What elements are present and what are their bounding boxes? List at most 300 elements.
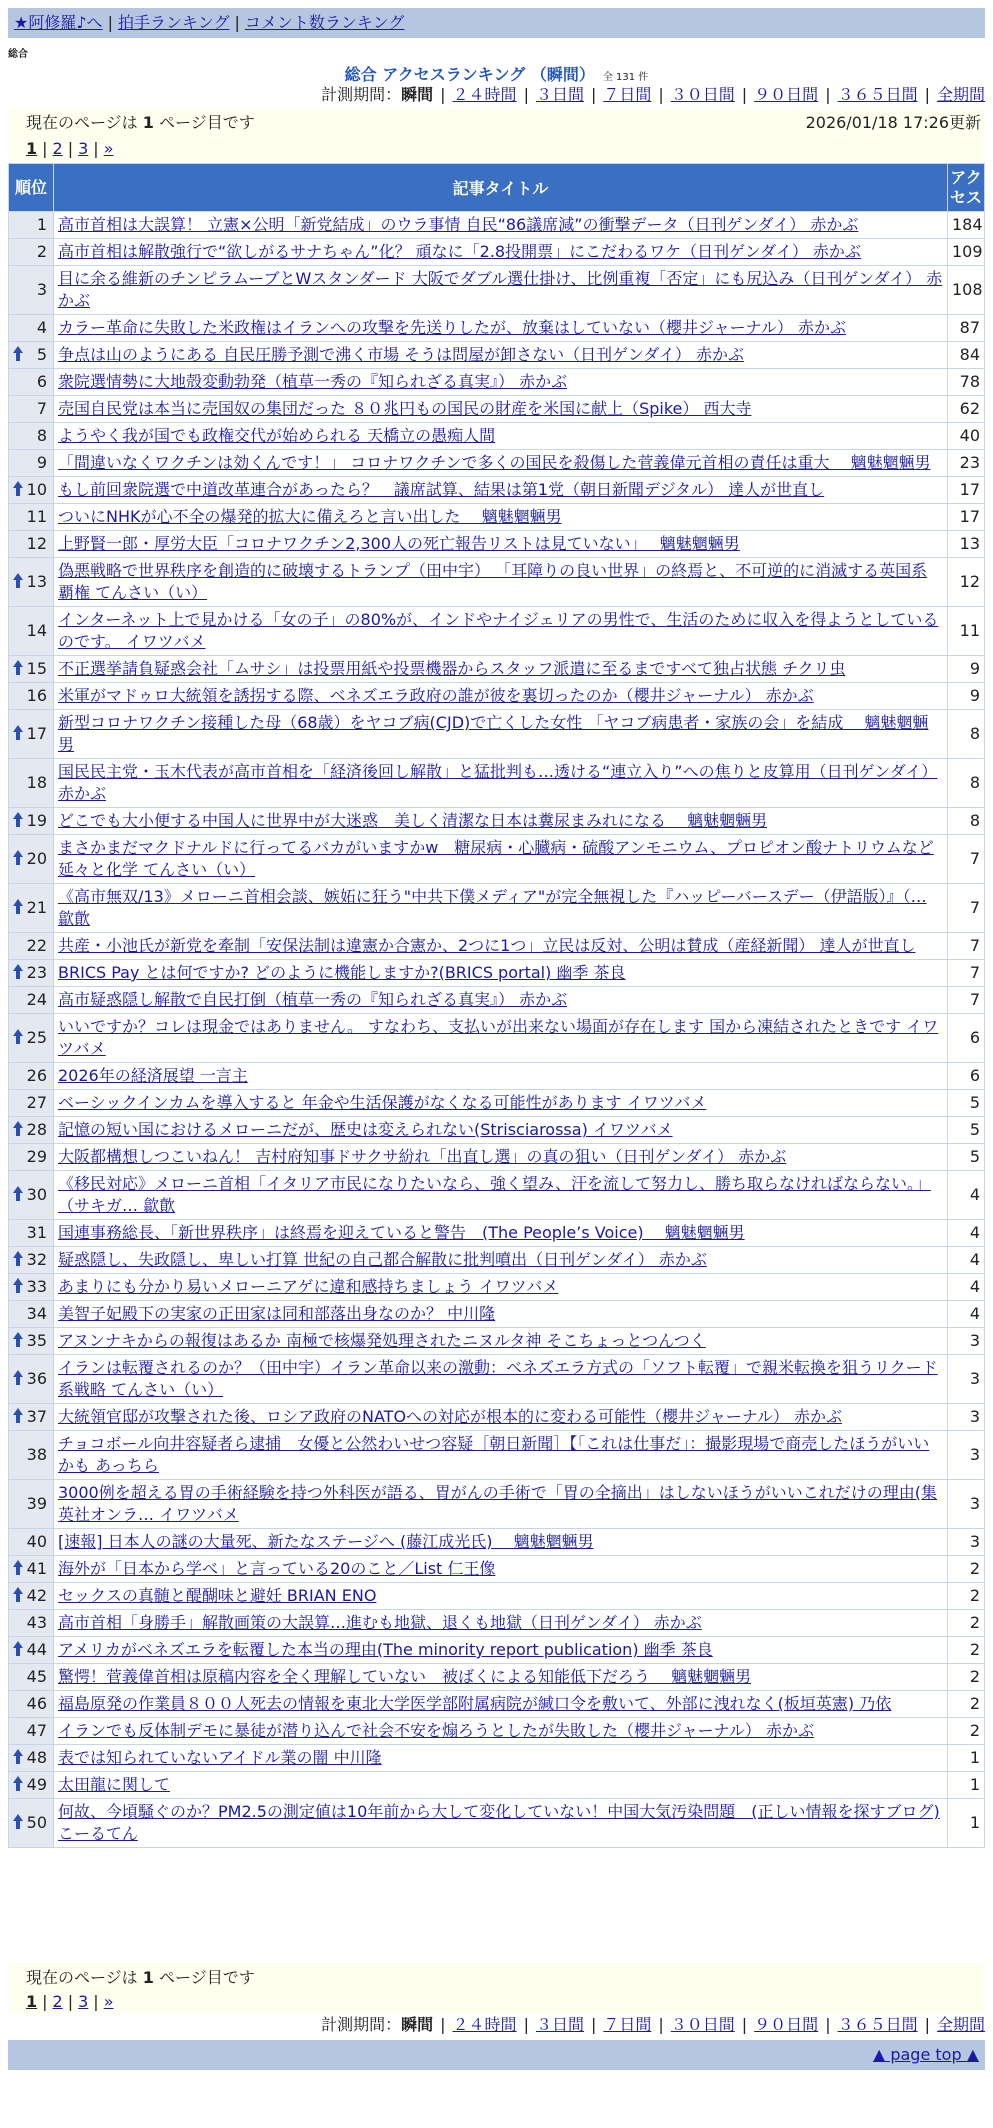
period-option-link[interactable]: ２４時間 bbox=[452, 2015, 517, 2034]
period-option-link[interactable]: ９０日間 bbox=[754, 85, 819, 104]
article-title-link[interactable]: どこでも大小便する中国人に世界中が大迷惑 美しく清潔な日本は糞尿まみれになる 魑魅魍魎男 bbox=[58, 811, 768, 830]
table-row bbox=[9, 212, 985, 239]
title-cell bbox=[54, 960, 948, 987]
table-row bbox=[9, 450, 985, 477]
period-selector-top bbox=[321, 84, 985, 106]
page-links bbox=[26, 138, 967, 160]
page-separator: | bbox=[42, 139, 48, 158]
article-title-link[interactable]: ついにNHKが心不全の爆発的拡大に備えろと言い出した 魑魅魍魎男 bbox=[58, 507, 562, 526]
rank-number: 14 bbox=[26, 621, 47, 640]
rank-number: 41 bbox=[26, 1559, 47, 1578]
table-row bbox=[9, 1090, 985, 1117]
rank-number: 50 bbox=[26, 1813, 47, 1832]
article-title-link[interactable]: 表では知られていないアイドル業の闇 中川隆 bbox=[58, 1748, 382, 1767]
table-row bbox=[9, 884, 985, 933]
title-cell bbox=[54, 1301, 948, 1328]
access-count: 3 bbox=[948, 1404, 985, 1431]
title-cell bbox=[54, 1529, 948, 1556]
title-cell bbox=[54, 266, 948, 315]
rank-number: 27 bbox=[26, 1093, 47, 1112]
rank-number: 31 bbox=[26, 1223, 47, 1242]
rank-number: 3 bbox=[36, 280, 47, 299]
rank-up-arrow-icon bbox=[13, 850, 23, 866]
title-cell bbox=[54, 1772, 948, 1799]
period-option-link[interactable]: ３０日間 bbox=[670, 85, 735, 104]
total-count: 全 131 件 bbox=[602, 72, 649, 83]
table-row bbox=[9, 369, 985, 396]
rank-cell bbox=[9, 607, 54, 656]
clap-ranking-link[interactable]: 拍手ランキング bbox=[117, 13, 230, 32]
period-separator: | bbox=[590, 85, 597, 104]
access-count: 3 bbox=[948, 1431, 985, 1480]
period-label: 計測期間： bbox=[321, 2015, 402, 2034]
rank-cell bbox=[9, 710, 54, 759]
period-option-link[interactable]: ７日間 bbox=[603, 85, 652, 104]
title-cell bbox=[54, 1799, 948, 1848]
article-title-link[interactable]: ようやく我が国でも政権交代が始められる 天橋立の愚痴人間 bbox=[58, 426, 496, 445]
period-separator: | bbox=[658, 85, 664, 104]
rank-cell bbox=[9, 1745, 54, 1772]
rank-number: 26 bbox=[26, 1066, 47, 1085]
title-cell bbox=[54, 656, 948, 683]
rank-number: 47 bbox=[26, 1721, 47, 1740]
page-link[interactable]: 2 bbox=[52, 139, 63, 158]
rank-up-arrow-icon bbox=[13, 725, 23, 741]
rank-number: 15 bbox=[26, 659, 47, 678]
access-count: 7 bbox=[948, 987, 985, 1014]
table-row bbox=[9, 656, 985, 683]
period-current: 瞬間 bbox=[401, 2015, 434, 2034]
period-option-link[interactable]: ９０日間 bbox=[754, 2015, 819, 2034]
table-row bbox=[9, 808, 985, 835]
rank-cell bbox=[9, 1480, 54, 1529]
footer-bar bbox=[8, 2040, 985, 2070]
article-title-link[interactable]: ベーシックインカムを導入すると 年金や生活保護がなくなる可能性があります イワツバメ bbox=[58, 1093, 707, 1112]
rank-cell bbox=[9, 369, 54, 396]
rank-number: 25 bbox=[26, 1028, 47, 1047]
rank-number: 12 bbox=[26, 534, 47, 553]
rank-cell bbox=[9, 987, 54, 1014]
article-title-link[interactable]: 不正選挙請負疑惑会社「ムサシ」は投票用紙や投票機器からスタッフ派遣に至るまですべて独占状態 チクリ虫 bbox=[58, 659, 846, 678]
rank-number: 45 bbox=[26, 1667, 47, 1686]
title-cell bbox=[54, 933, 948, 960]
period-option-link[interactable]: ３６５日間 bbox=[837, 85, 918, 104]
article-title-link[interactable]: セックスの真髄と醍醐味と避妊 BRIAN ENO bbox=[58, 1586, 377, 1605]
article-title-link[interactable]: 3000例を超える胃の手術経験を持つ外科医が語る、胃がんの手術で「胃の全摘出」はしないほうがいいこれだけの理由(集英社オンラ… イワツバメ bbox=[58, 1483, 937, 1524]
ranking-title: 総合 アクセスランキング （瞬間） bbox=[344, 65, 595, 84]
article-title-link[interactable]: 争点は山のようにある 自民圧勝予測で沸く市場 そうは問屋が卸さない（日刊ゲンダイ） 赤かぶ bbox=[58, 345, 744, 364]
period-separator: | bbox=[523, 85, 529, 104]
access-count: 6 bbox=[948, 1063, 985, 1090]
rank-cell bbox=[9, 683, 54, 710]
article-title-link[interactable]: 高市首相「身勝手」解散画策の大誤算…進むも地獄、退くも地獄（日刊ゲンダイ） 赤かぶ bbox=[58, 1613, 702, 1632]
rank-cell bbox=[9, 1171, 54, 1220]
access-count: 3 bbox=[948, 1480, 985, 1529]
article-title-link[interactable]: 共産・小池氏が新党を牽制「安保法制は違憲か合憲か、2つに1つ」立民は反対、公明は賛成（産経新聞） 達人が世直し bbox=[58, 936, 916, 955]
rank-cell bbox=[9, 1529, 54, 1556]
article-title-link[interactable]: あまりにも分かり易いメローニアゲに違和感持ちましょう イワツバメ bbox=[58, 1277, 559, 1296]
table-row bbox=[9, 1014, 985, 1063]
access-count: 1 bbox=[948, 1772, 985, 1799]
table-row bbox=[9, 1301, 985, 1328]
period-separator: | bbox=[590, 2015, 597, 2034]
page-top-link[interactable]: ▲ page top ▲ bbox=[872, 2045, 979, 2064]
title-cell bbox=[54, 1404, 948, 1431]
rank-up-arrow-icon bbox=[13, 1370, 23, 1386]
title-cell bbox=[54, 212, 948, 239]
table-row bbox=[9, 933, 985, 960]
period-option-link[interactable]: ３日間 bbox=[535, 85, 584, 104]
rank-cell bbox=[9, 884, 54, 933]
period-separator: | bbox=[658, 2015, 664, 2034]
title-cell bbox=[54, 1745, 948, 1772]
rank-up-arrow-icon bbox=[13, 1408, 23, 1424]
table-row bbox=[9, 239, 985, 266]
access-count: 108 bbox=[948, 266, 985, 315]
article-title-link[interactable]: 米軍がマドゥロ大統領を誘拐する際、ベネズエラ政府の誰が彼を裏切ったのか（櫻井ジャーナル） 赤かぶ bbox=[58, 686, 814, 705]
rank-number: 5 bbox=[36, 345, 47, 364]
rank-cell bbox=[9, 1556, 54, 1583]
article-title-link[interactable]: 《高市無双/13》メローニ首相会談、嫉妬に狂う"中共下僕メディア"が完全無視した『ハッピーバースデー（伊語版）』（… 歙歕 bbox=[58, 887, 927, 928]
title-cell bbox=[54, 1691, 948, 1718]
comment-ranking-link[interactable]: コメント数ランキング bbox=[244, 13, 405, 32]
rank-up-arrow-icon bbox=[13, 346, 23, 362]
article-title-link[interactable]: 偽悪戦略で世界秩序を創造的に破壊するトランプ（田中宇） 「耳障りの良い世界」の終焉と、不可逆的に消滅する英国系覇権 てんさい（い） bbox=[58, 561, 928, 602]
article-title-link[interactable]: チョコボール向井容疑者ら逮捕 女優と公然わいせつ容疑［朝日新聞］【「これは仕事だ」：撮影現場で商売したほうがいいかも あっちら bbox=[58, 1434, 930, 1475]
table-row bbox=[9, 1529, 985, 1556]
rank-number: 24 bbox=[26, 990, 47, 1009]
access-count: 109 bbox=[948, 239, 985, 266]
title-cell bbox=[54, 1556, 948, 1583]
rank-up-arrow-icon bbox=[13, 1560, 23, 1576]
rank-column-header: 順位 bbox=[9, 164, 54, 212]
rank-cell bbox=[9, 1014, 54, 1063]
access-count: 2 bbox=[948, 1718, 985, 1745]
article-title-link[interactable]: カラー革命に失敗した米政権はイランへの攻撃を先送りしたが、放棄はしていない（櫻井ジャーナル） 赤かぶ bbox=[58, 318, 846, 337]
rank-number: 38 bbox=[26, 1445, 47, 1464]
period-separator: | bbox=[924, 85, 930, 104]
period-option-link[interactable]: ３６５日間 bbox=[837, 2015, 918, 2034]
rank-number: 43 bbox=[26, 1613, 47, 1632]
table-row bbox=[9, 835, 985, 884]
title-cell bbox=[54, 239, 948, 266]
title-cell bbox=[54, 1718, 948, 1745]
table-row bbox=[9, 1745, 985, 1772]
title-cell bbox=[54, 1090, 948, 1117]
page-separator: | bbox=[93, 139, 99, 158]
rank-number: 29 bbox=[26, 1147, 47, 1166]
rank-number: 2 bbox=[36, 242, 47, 261]
rank-number: 42 bbox=[26, 1586, 47, 1605]
site-home-link[interactable]: ★阿修羅♪へ bbox=[14, 13, 103, 32]
article-title-link[interactable]: 何故、今頃騒ぐのか？PM2.5の測定値は10年前から大して変化していない！中国大気汚染問題 (正しい情報を探すブログ) こーるてん bbox=[58, 1802, 940, 1843]
rank-cell bbox=[9, 835, 54, 884]
article-title-link[interactable]: もし前回衆院選で中道改革連合があったら？ 議席試算、結果は第1党（朝日新聞デジタル） 達人が世直し bbox=[58, 480, 825, 499]
rank-cell bbox=[9, 1583, 54, 1610]
article-title-link[interactable]: 売国自民党は本当に売国奴の集団だった ８０兆円もの国民の財産を米国に献上（Spike） 西大寺 bbox=[58, 399, 752, 418]
article-title-link[interactable]: BRICS Pay とは何ですか? どのように機能しますか?(BRICS portal) 幽季 茶良 bbox=[58, 963, 626, 982]
article-title-link[interactable]: 美智子妃殿下の実家の正田家は同和部落出身なのか？ 中川隆 bbox=[58, 1304, 496, 1323]
title-cell bbox=[54, 396, 948, 423]
period-option-link[interactable]: ３０日間 bbox=[670, 2015, 735, 2034]
access-count: 4 bbox=[948, 1171, 985, 1220]
rank-up-arrow-icon bbox=[13, 1814, 23, 1830]
title-cell bbox=[54, 607, 948, 656]
article-title-link[interactable]: 高市首相は解散強行で“欲しがるサナちゃん”化？ 頑なに「2.8投開票」にこだわるワケ（日刊ゲンダイ） 赤かぶ bbox=[58, 242, 861, 261]
page-link[interactable]: 3 bbox=[78, 1992, 89, 2011]
rank-cell bbox=[9, 808, 54, 835]
page-link-current[interactable]: 1 bbox=[26, 1992, 38, 2011]
page-link-current[interactable]: 1 bbox=[26, 139, 38, 158]
rank-cell bbox=[9, 1090, 54, 1117]
article-title-link[interactable]: インターネット上で見かける「女の子」の80%が、インドやナイジェリアの男性で、生活のために収入を得ようとしているのです。 イワツバメ bbox=[58, 610, 939, 651]
rank-number: 20 bbox=[26, 849, 47, 868]
rank-number: 8 bbox=[36, 426, 47, 445]
table-row bbox=[9, 1355, 985, 1404]
access-count: 12 bbox=[948, 558, 985, 607]
table-row bbox=[9, 1144, 985, 1171]
access-count: 7 bbox=[948, 835, 985, 884]
access-count: 8 bbox=[948, 710, 985, 759]
rank-cell bbox=[9, 423, 54, 450]
period-option-link[interactable]: 全期間 bbox=[936, 2015, 985, 2034]
page-separator: | bbox=[67, 139, 74, 158]
rank-number: 4 bbox=[36, 318, 47, 337]
rank-up-arrow-icon bbox=[13, 1029, 23, 1045]
rank-number: 19 bbox=[26, 811, 47, 830]
page-link[interactable]: 2 bbox=[52, 1992, 63, 2011]
rank-number: 7 bbox=[36, 399, 47, 418]
access-count: 2 bbox=[948, 1691, 985, 1718]
title-cell bbox=[54, 477, 948, 504]
title-cell bbox=[54, 1063, 948, 1090]
rank-number: 49 bbox=[26, 1775, 47, 1794]
rank-number: 32 bbox=[26, 1250, 47, 1269]
current-page-text: 現在のページは 1 ページ目です bbox=[26, 1968, 255, 1987]
table-row bbox=[9, 1772, 985, 1799]
article-title-link[interactable]: 新型コロナワクチン接種した母（68歳）をヤコブ病(CJD)で亡くした女性 「ヤコブ病患者・家族の会」を結成 魑魅魍魎男 bbox=[58, 713, 929, 754]
period-option-link[interactable]: 全期間 bbox=[936, 85, 985, 104]
rank-cell bbox=[9, 1637, 54, 1664]
period-separator: | bbox=[523, 2015, 529, 2034]
rank-up-arrow-icon bbox=[13, 1332, 23, 1348]
title-cell bbox=[54, 710, 948, 759]
rank-cell bbox=[9, 1718, 54, 1745]
article-title-link[interactable]: アメリカがベネズエラを転覆した本当の理由(The minority report publication) 幽季 茶良 bbox=[58, 1640, 713, 1659]
table-row bbox=[9, 504, 985, 531]
table-row bbox=[9, 423, 985, 450]
title-cell bbox=[54, 1431, 948, 1480]
access-count: 13 bbox=[948, 531, 985, 558]
table-row bbox=[9, 1691, 985, 1718]
article-title-link[interactable]: 《移民対応》メローニ首相「イタリア市民になりたいなら、強く望み、汗を流して努力し、勝ち取らなければならない。」（サキガ… 歙歕 bbox=[58, 1174, 931, 1215]
rank-cell bbox=[9, 1117, 54, 1144]
title-cell bbox=[54, 1171, 948, 1220]
article-title-link[interactable]: 高市首相は大誤算！ 立憲×公明「新党結成」のウラ事情 自民“86議席減”の衝撃データ（日刊ゲンダイ） 赤かぶ bbox=[58, 215, 859, 234]
rank-number: 17 bbox=[26, 724, 47, 743]
access-count: 4 bbox=[948, 1274, 985, 1301]
article-title-link[interactable]: 2026年の経済展望 一言主 bbox=[58, 1066, 248, 1085]
access-count: 7 bbox=[948, 933, 985, 960]
access-count: 5 bbox=[948, 1090, 985, 1117]
page-link[interactable]: » bbox=[103, 1992, 114, 2011]
title-cell bbox=[54, 1610, 948, 1637]
period-selector-bottom bbox=[321, 2014, 985, 2036]
article-title-link[interactable]: 大阪都構想しつこいねん！ 吉村府知事ドサクサ紛れ「出直し選」の真の狙い（日刊ゲンダイ） 赤かぶ bbox=[58, 1147, 787, 1166]
table-row bbox=[9, 987, 985, 1014]
article-title-link[interactable]: 衆院選情勢に大地殻変動勃発（植草一秀の『知られざる真実』） 赤かぶ bbox=[58, 372, 568, 391]
current-page-text: 現在のページは 1 ページ目です bbox=[26, 113, 255, 132]
access-count: 9 bbox=[948, 683, 985, 710]
table-row bbox=[9, 1637, 985, 1664]
rank-number: 21 bbox=[26, 898, 47, 917]
article-title-link[interactable]: 高市疑惑隠し解散で自民打倒（植草一秀の『知られざる真実』） 赤かぶ bbox=[58, 990, 568, 1009]
rank-cell bbox=[9, 266, 54, 315]
page-links bbox=[26, 1991, 967, 2013]
rank-cell bbox=[9, 960, 54, 987]
title-cell bbox=[54, 1014, 948, 1063]
rank-number: 1 bbox=[36, 215, 47, 234]
period-option-link[interactable]: ７日間 bbox=[603, 2015, 652, 2034]
article-title-link[interactable]: 太田龍に関して bbox=[58, 1775, 171, 1794]
article-title-link[interactable]: [速報] 日本人の謎の大量死、新たなステージへ (藤江成光氏) 魑魅魍魎男 bbox=[58, 1532, 594, 1551]
access-count: 7 bbox=[948, 960, 985, 987]
title-cell bbox=[54, 450, 948, 477]
rank-cell bbox=[9, 1328, 54, 1355]
title-cell bbox=[54, 1664, 948, 1691]
rank-up-arrow-icon bbox=[13, 1587, 23, 1603]
period-current: 瞬間 bbox=[401, 85, 434, 104]
access-count: 87 bbox=[948, 315, 985, 342]
rank-cell bbox=[9, 1772, 54, 1799]
pagination-bottom bbox=[8, 1963, 985, 2013]
period-label: 計測期間： bbox=[321, 85, 402, 104]
access-count: 7 bbox=[948, 884, 985, 933]
title-cell bbox=[54, 808, 948, 835]
page-separator: | bbox=[93, 1992, 99, 2011]
rank-cell bbox=[9, 212, 54, 239]
nav-separator: | bbox=[107, 13, 113, 32]
rank-up-arrow-icon bbox=[13, 1121, 23, 1137]
rank-number: 40 bbox=[26, 1532, 47, 1551]
article-title-link[interactable]: 「間違いなくワクチンは効くんです！」 コロナワクチンで多くの国民を殺傷した菅義偉元首相の責任は重大 魑魅魍魎男 bbox=[58, 453, 931, 472]
table-row bbox=[9, 1328, 985, 1355]
page-separator: | bbox=[67, 1992, 74, 2011]
article-title-link[interactable]: 国連事務総長、「新世界秩序」は終焉を迎えていると警告 (The People’s Voice) 魑魅魍魎男 bbox=[58, 1223, 745, 1242]
rank-number: 23 bbox=[26, 963, 47, 982]
period-option-link[interactable]: ２４時間 bbox=[452, 85, 517, 104]
access-count: 5 bbox=[948, 1144, 985, 1171]
ranking-rows bbox=[9, 212, 985, 1848]
pagination-top bbox=[8, 108, 985, 162]
rank-cell bbox=[9, 1691, 54, 1718]
article-title-link[interactable]: イランでも反体制デモに暴徒が潜り込んで社会不安を煽ろうとしたが失敗した（櫻井ジャーナル） 赤かぶ bbox=[58, 1721, 814, 1740]
access-count: 17 bbox=[948, 477, 985, 504]
article-title-link[interactable]: 海外が「日本から学べ」と言っている20のこと／List 仁王像 bbox=[58, 1559, 496, 1578]
rank-cell bbox=[9, 477, 54, 504]
rank-number: 48 bbox=[26, 1748, 47, 1767]
period-option-link[interactable]: ３日間 bbox=[535, 2015, 584, 2034]
title-cell bbox=[54, 1220, 948, 1247]
title-cell bbox=[54, 884, 948, 933]
access-count: 2 bbox=[948, 1637, 985, 1664]
article-title-link[interactable]: 上野賢一郎・厚労大臣「コロナワクチン2,300人の死亡報告リストは見ていない」 魑魅魍魎男 bbox=[58, 534, 740, 553]
period-separator: | bbox=[741, 85, 748, 104]
access-count: 4 bbox=[948, 1220, 985, 1247]
rank-number: 30 bbox=[26, 1185, 47, 1204]
article-title-link[interactable]: 驚愕！菅義偉首相は原稿内容を全く理解していない 被ばくによる知能低下だろう 魑魅魍魎男 bbox=[58, 1667, 752, 1686]
article-title-link[interactable]: 目に余る維新のチンピラムーブとWスタンダード 大阪でダブル選仕掛け、比例重複「否定」にも尻込み（日刊ゲンダイ） 赤かぶ bbox=[58, 269, 943, 310]
table-row bbox=[9, 1171, 985, 1220]
table-row bbox=[9, 683, 985, 710]
table-row bbox=[9, 1556, 985, 1583]
access-count: 2 bbox=[948, 1610, 985, 1637]
article-title-link[interactable]: 福島原発の作業員８００人死去の情報を東北大学医学部附属病院が緘口令を敷いて、外部に洩れなく(板垣英憲) 乃依 bbox=[58, 1694, 892, 1713]
access-count: 3 bbox=[948, 1355, 985, 1404]
title-cell bbox=[54, 1274, 948, 1301]
table-row bbox=[9, 1274, 985, 1301]
title-cell bbox=[54, 1583, 948, 1610]
page-link[interactable]: 3 bbox=[78, 139, 89, 158]
table-row bbox=[9, 759, 985, 808]
rank-number: 9 bbox=[36, 453, 47, 472]
article-title-link[interactable]: 記憶の短い国におけるメローニだが、歴史は変えられない(Strisciarossa) イワツバメ bbox=[58, 1120, 673, 1139]
access-count: 5 bbox=[948, 1117, 985, 1144]
article-title-link[interactable]: まさかまだマクドナルドに行ってるバカがいますかw 糖尿病・心臓病・硫酸アンモニウム、プロピオン酸ナトリウムなど延々と化学 てんさい（い） bbox=[58, 838, 934, 879]
title-cell bbox=[54, 835, 948, 884]
access-count: 4 bbox=[948, 1301, 985, 1328]
article-title-link[interactable]: いいですか？コレは現金ではありません。 すなわち、支払いが出来ない場面が存在します 国から凍結されたときです イワツバメ bbox=[58, 1017, 939, 1058]
page-link[interactable]: » bbox=[103, 139, 114, 158]
article-title-link[interactable]: 疑惑隠し、失政隠し、卑しい打算 世紀の自己都合解散に批判噴出（日刊ゲンダイ） 赤かぶ bbox=[58, 1250, 707, 1269]
rank-cell bbox=[9, 1301, 54, 1328]
article-title-link[interactable]: 大統領官邸が攻撃された後、ロシア政府のNATOへの対応が根本的に変わる可能性（櫻井ジャーナル） 赤かぶ bbox=[58, 1407, 843, 1426]
rank-cell bbox=[9, 558, 54, 607]
updated-timestamp: 2026/01/18 17:26更新 bbox=[805, 113, 981, 132]
access-count: 4 bbox=[948, 1247, 985, 1274]
title-cell bbox=[54, 369, 948, 396]
article-title-link[interactable]: アヌンナキからの報復はあるか 南極で核爆発処理されたニヌルタ神 そこちょっとつんつく bbox=[58, 1331, 706, 1350]
rank-up-arrow-icon bbox=[13, 1776, 23, 1792]
rank-number: 11 bbox=[26, 507, 47, 526]
access-count: 2 bbox=[948, 1583, 985, 1610]
article-title-link[interactable]: 国民民主党・玉木代表が高市首相を「経済後回し解散」と猛批判も…透ける“連立入り”への焦りと皮算用（日刊ゲンダイ） 赤かぶ bbox=[58, 762, 938, 803]
rank-cell bbox=[9, 1144, 54, 1171]
rank-cell bbox=[9, 315, 54, 342]
title-cell bbox=[54, 1247, 948, 1274]
table-row bbox=[9, 1063, 985, 1090]
title-cell bbox=[54, 1355, 948, 1404]
table-row bbox=[9, 607, 985, 656]
title-cell bbox=[54, 531, 948, 558]
rank-cell bbox=[9, 1404, 54, 1431]
nav-separator: | bbox=[234, 13, 240, 32]
period-separator: | bbox=[924, 2015, 930, 2034]
title-cell bbox=[54, 1328, 948, 1355]
title-cell bbox=[54, 1637, 948, 1664]
rank-up-arrow-icon bbox=[13, 481, 23, 497]
rank-up-arrow-icon bbox=[13, 1641, 23, 1657]
access-count: 2 bbox=[948, 1556, 985, 1583]
article-title-link[interactable]: イランは転覆されるのか？（田中宇）イラン革命以来の激動：ベネズエラ方式の「ソフト転覆」で親米転換を狙うリクード系戦略 てんさい（い） bbox=[58, 1358, 938, 1399]
table-row bbox=[9, 266, 985, 315]
title-column-header: 記事タイトル bbox=[54, 164, 948, 212]
rank-up-arrow-icon bbox=[13, 1251, 23, 1267]
title-cell bbox=[54, 423, 948, 450]
rank-number: 33 bbox=[26, 1277, 47, 1296]
rank-number: 13 bbox=[26, 572, 47, 591]
title-cell bbox=[54, 1144, 948, 1171]
